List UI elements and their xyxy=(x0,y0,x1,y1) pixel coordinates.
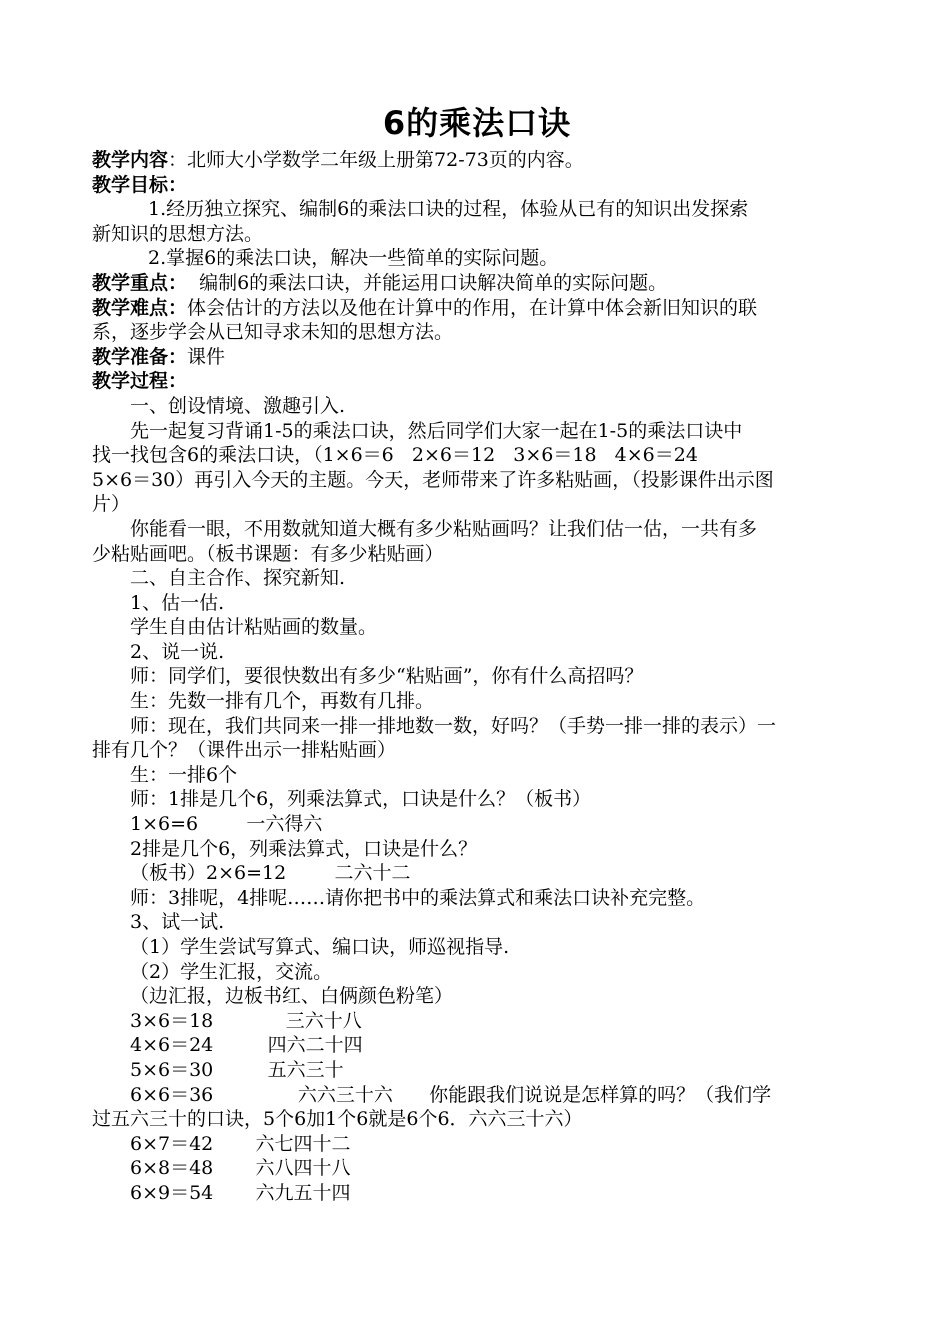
process-line: 师：现在，我们共同来一排一排地数一数，好吗？（手势一排一排的表示）一 xyxy=(130,714,777,737)
process-line: 生：一排6个 xyxy=(130,763,238,786)
difficulty-label: 教学难点： xyxy=(92,296,188,319)
process-line: 4×6＝24 四六二十四 xyxy=(130,1034,363,1057)
process-line: 师：同学们，要很快数出有多少“粘贴画”，你有什么高招吗？ xyxy=(130,665,644,688)
process-line: 6×8＝48 六八四十八 xyxy=(130,1157,351,1180)
process-line: 排有几个？（课件出示一排粘贴画） xyxy=(92,739,397,762)
process-line: （2）学生汇报，交流。 xyxy=(130,960,333,983)
content-line xyxy=(92,148,862,173)
process-line: 1×6=6 一六得六 xyxy=(130,813,323,836)
process-line: 一、创设情境、激趣引入. xyxy=(130,394,346,417)
process-line: 2、说一说. xyxy=(130,640,225,663)
process-line: 6×9＝54 六九五十四 xyxy=(130,1181,351,1204)
process-line: 1、估一估. xyxy=(130,591,225,614)
preparation-label: 教学准备： xyxy=(92,345,188,368)
objective-2-line: 2.掌握6的乘法口诀，解决一些简单的实际问题。 xyxy=(148,247,559,270)
preparation-text: 课件 xyxy=(187,345,226,368)
content-text: ：北师大小学数学二年级上册第72-73页的内容。 xyxy=(168,149,584,171)
process-line: 片） xyxy=(92,493,131,516)
process-line: 你能看一眼，不用数就知道大概有多少粘贴画吗？让我们估一估，一共有多 xyxy=(130,517,758,540)
process-line: （1）学生尝试写算式、编口诀，师巡视指导. xyxy=(130,936,510,958)
process-line: 5×6＝30 五六三十 xyxy=(130,1058,344,1081)
process-line: 3、试一试. xyxy=(130,911,225,934)
key-point-text: 编制6的乘法口诀，并能运用口诀解决简单的实际问题。 xyxy=(187,271,668,294)
process-line: 先一起复习背诵1-5的乘法口诀，然后同学们大家一起在1-5的乘法口诀中 xyxy=(130,419,743,442)
document-body xyxy=(92,148,862,1206)
process-line: 5×6＝30）再引入今天的主题。今天，老师带来了许多粘贴画，（投影课件出示图 xyxy=(92,468,774,491)
difficulty-text-a: 体会估计的方法以及他在计算中的作用，在计算中体会新旧知识的联 xyxy=(187,296,758,319)
process-line: 生：先数一排有几个，再数有几排。 xyxy=(130,690,435,713)
process-line: 找一找包含6的乘法口诀，（1×6＝6 2×6＝12 3×6＝18 4×6＝24 xyxy=(92,444,698,467)
difficulty-line-b: 系，逐步学会从已知寻求未知的思想方法。 xyxy=(92,321,454,344)
key-point-line xyxy=(92,271,862,296)
difficulty-line-a xyxy=(92,296,862,321)
process-line: （边汇报，边板书红、白俩颜色粉笔） xyxy=(130,985,454,1008)
process-lines xyxy=(92,394,862,1206)
process-line: 过五六三十的口诀，5个6加1个6就是6个6．六六三十六） xyxy=(92,1108,583,1131)
process-line: 少粘贴画吧。（板书课题：有多少粘贴画） xyxy=(92,542,444,565)
process-line: 3×6＝18 三六十八 xyxy=(130,1009,362,1032)
process-line: 6×6＝36 六六三十六 你能跟我们说说是怎样算的吗？（我们学 xyxy=(130,1083,772,1106)
process-line: 学生自由估计粘贴画的数量。 xyxy=(130,616,378,639)
objective-1-line-a: 1.经历独立探究、编制6的乘法口诀的过程，体验从已有的知识出发探索 xyxy=(148,198,749,221)
process-line: 师：3排呢，4排呢……请你把书中的乘法算式和乘法口诀补充完整。 xyxy=(130,886,706,909)
content-label: 教学内容 xyxy=(92,149,169,171)
process-line: 师：1排是几个6，列乘法算式，口诀是什么？（板书） xyxy=(130,788,592,811)
process-label: 教学过程： xyxy=(92,370,188,393)
key-point-label: 教学重点： xyxy=(92,271,188,294)
preparation-line xyxy=(92,345,862,370)
process-line: 二、自主合作、探究新知. xyxy=(130,567,346,590)
process-line: 6×7＝42 六七四十二 xyxy=(130,1132,351,1155)
page-title: 6的乘法口诀 xyxy=(382,104,572,142)
process-line: 2排是几个6，列乘法算式，口诀是什么？ xyxy=(130,837,478,860)
process-line: （板书）2×6=12 二六十二 xyxy=(130,862,411,885)
objectives-label: 教学目标： xyxy=(92,173,188,196)
objective-1-line-b: 新知识的思想方法。 xyxy=(92,222,264,245)
